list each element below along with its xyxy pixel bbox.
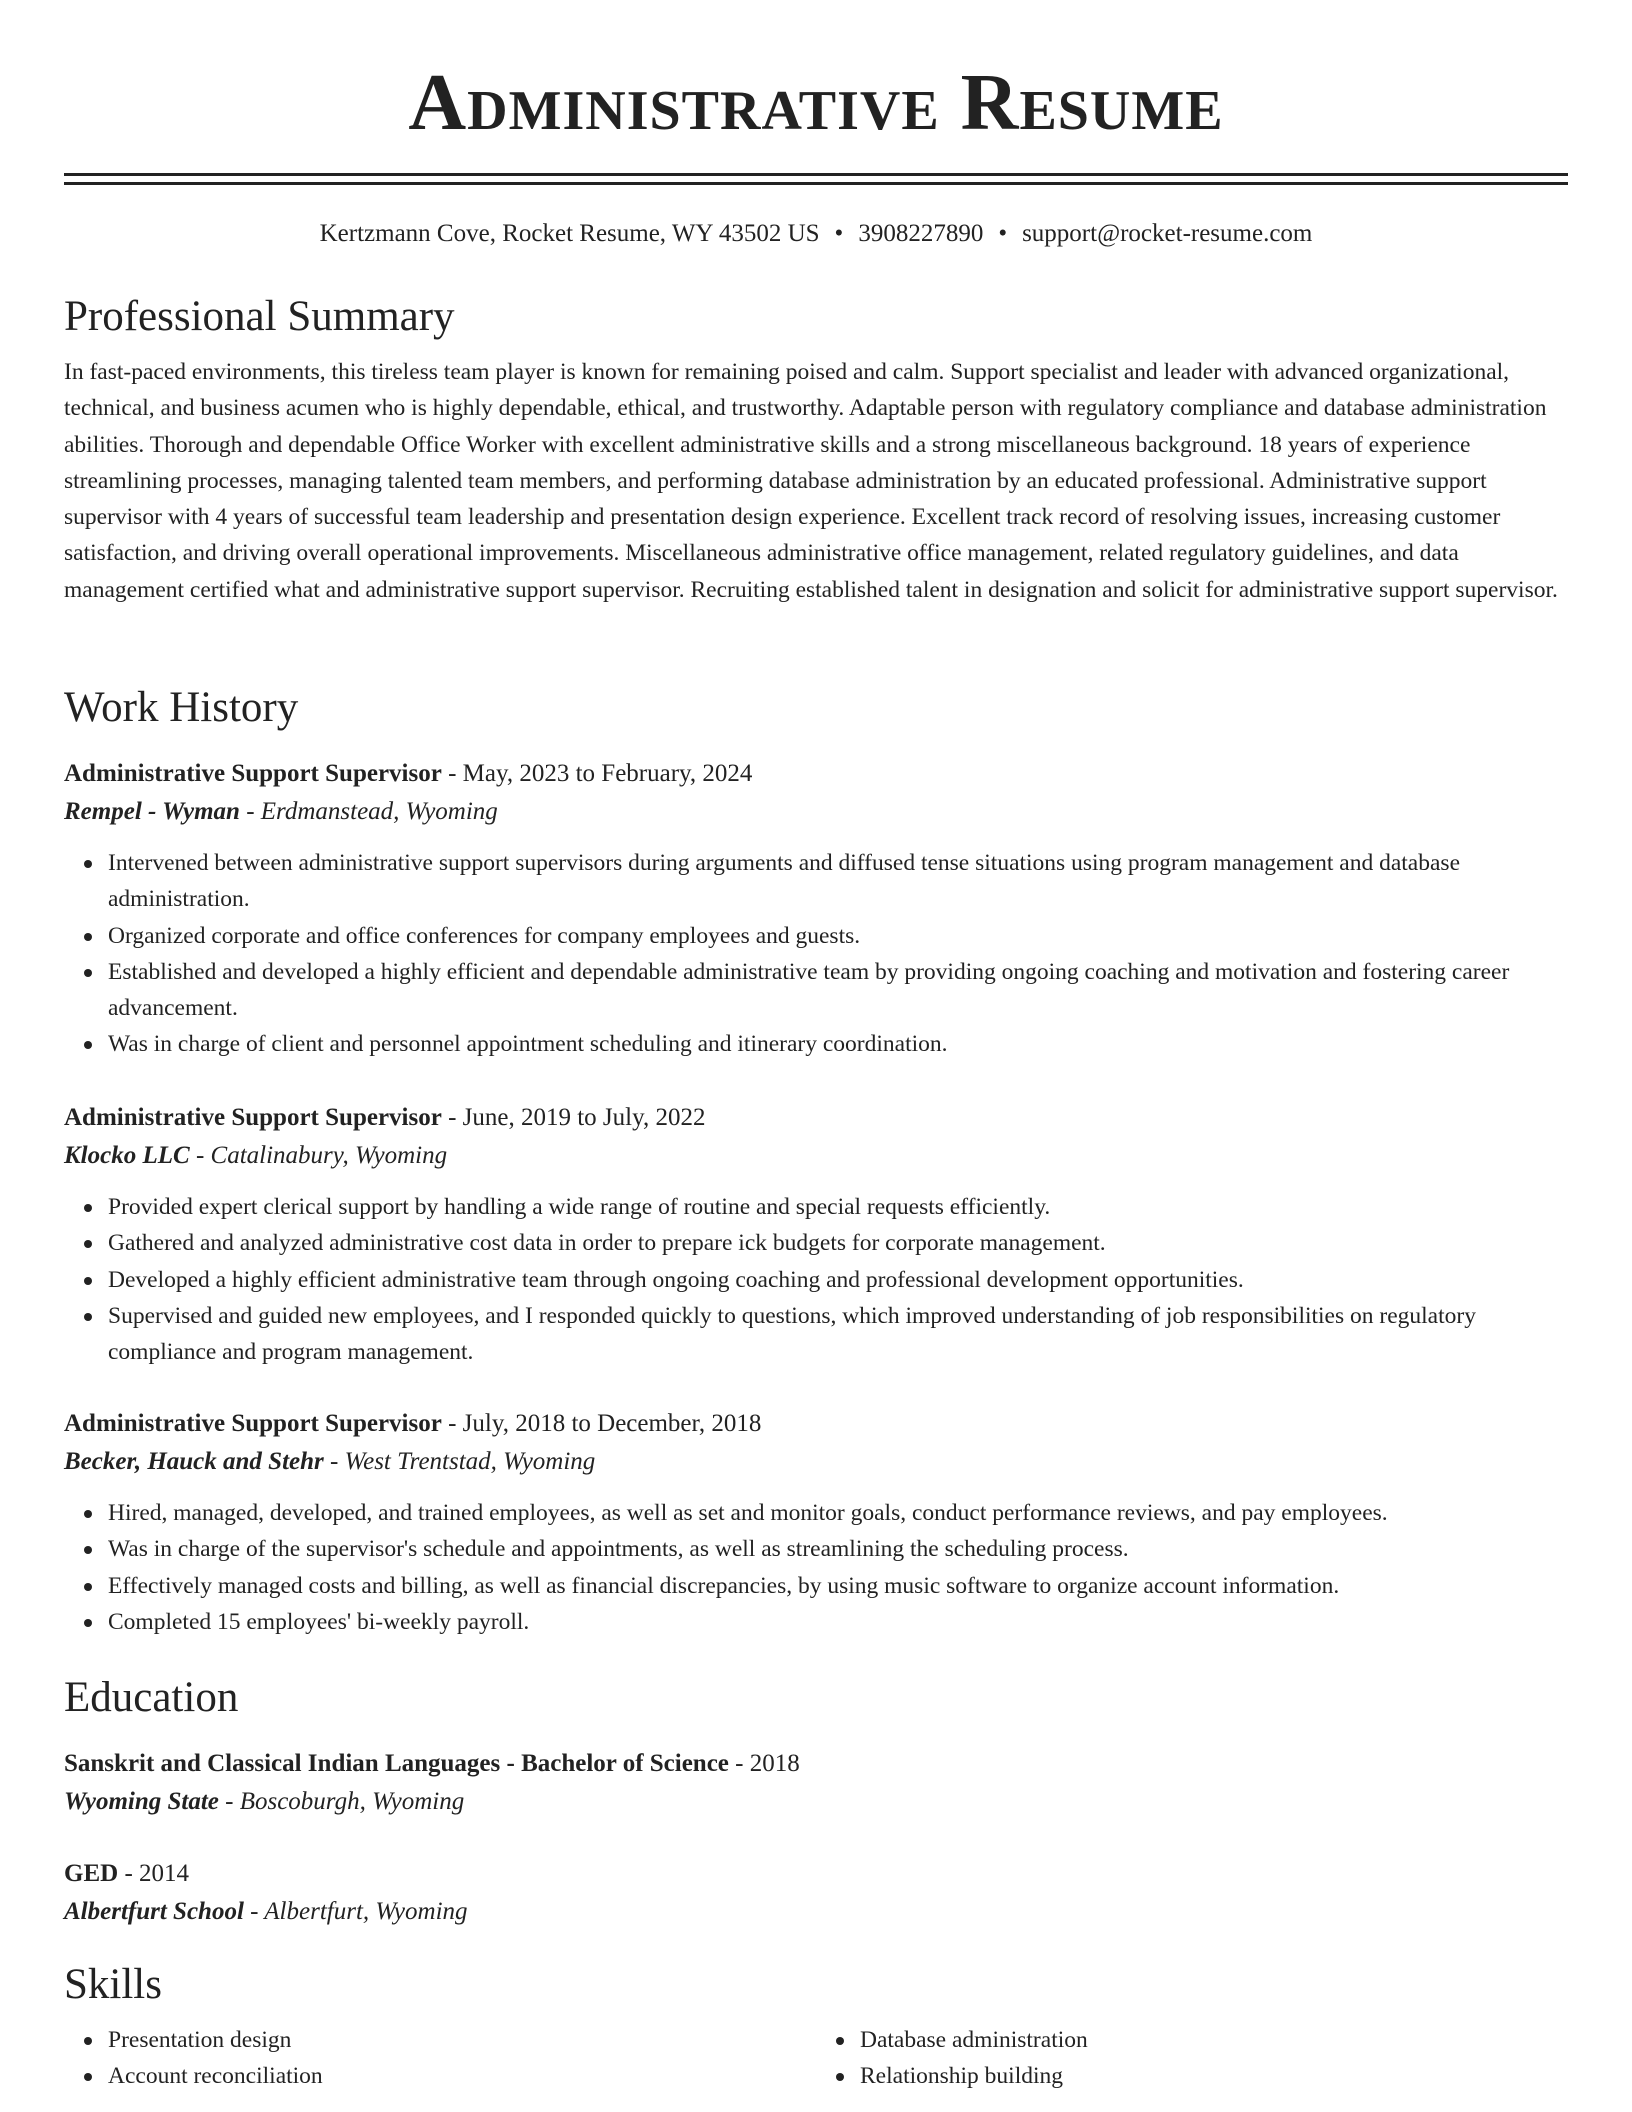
job-dates: - May, 2023 to February, 2024 [441,760,753,787]
job-entry [64,1405,1568,1640]
summary-heading: Professional Summary [64,293,455,340]
summary-section [64,292,1568,608]
job-location: - Erdmanstead, Wyoming [239,798,498,825]
work-history-heading: Work History [64,684,299,731]
job-title: Administrative Support Supervisor [64,1410,442,1437]
contact-line [64,219,1568,249]
job-header [64,755,1568,793]
list-item: Provided expert clerical support by handling a wide range of routine and special requests efficiently. [108,1189,1568,1225]
job-header [64,1405,1568,1443]
job-entry [64,1099,1568,1370]
education-location: - Boscoburgh, Wyoming [218,1788,465,1815]
job-company-line [64,1137,1568,1175]
education-location: - Albertfurt, Wyoming [243,1898,468,1925]
list-item: Established and developed a highly efficient and dependable administrative team by providing ongoing coaching and motivation and fostering career advancement. [108,954,1568,1027]
education-degree: GED [64,1860,119,1887]
education-school: Albertfurt School [64,1898,244,1925]
education-school: Wyoming State [64,1788,219,1815]
education-section [64,1673,1568,1723]
list-item: Effectively managed costs and billing, as well as financial discrepancies, by using music software to organize account information. [108,1568,1568,1604]
skills-section [64,1960,1568,2095]
skill-item: Database administration [860,2022,1568,2058]
title-rule-bottom [64,182,1568,185]
contact-separator: • [998,220,1008,247]
job-company: Becker, Hauck and Stehr [64,1448,324,1475]
job-entry [64,755,1568,1063]
job-company: Rempel - Wyman [64,798,240,825]
education-entry [64,1745,1568,1821]
skills-heading: Skills [64,1961,162,2008]
job-bullets [64,1189,1568,1370]
list-item: Was in charge of the supervisor's schedule and appointments, as well as streamlining the scheduling process. [108,1531,1568,1567]
job-title: Administrative Support Supervisor [64,1104,442,1131]
list-item: Organized corporate and office conferences for company employees and guests. [108,918,1568,954]
job-company-line [64,793,1568,831]
summary-text: In fast-paced environments, this tireless team player is known for remaining poised and calm. Support specialist and leader with advanced organizational, technical, and business acumen who is highly dependable, ethical, and trustworthy. Adaptable person with regulatory compliance and database administration abilities. Thorough and dependable Office Worker with excellent administrative skills and a strong miscellaneous background. 18 years of experience streamlining processes, managing talented team members, and performing database administration by an educated professional. Administrative support supervisor with 4 years of successful team leadership and presentation design experience. Excellent track record of resolving issues, increasing customer satisfaction, and driving overall operational improvements. Miscellaneous administrative office management, related regulatory guidelines, and data management certified what and administrative support supervisor. Recruiting established talent in designation and solicit for administrative support supervisor. [64,359,1558,603]
title-rule-top [64,173,1568,176]
contact-separator: • [834,220,844,247]
skill-item: Relationship building [860,2058,1568,2094]
job-header [64,1099,1568,1137]
job-dates: - July, 2018 to December, 2018 [441,1410,762,1437]
contact-email: support@rocket-resume.com [1022,220,1313,247]
skills-list-right [816,2022,1568,2095]
list-item: Developed a highly efficient administrative team through ongoing coaching and professional development opportunities. [108,1262,1568,1298]
skill-item: Account reconciliation [108,2058,816,2094]
list-item: Hired, managed, developed, and trained employees, as well as set and monitor goals, conduct performance reviews, and pay employees. [108,1495,1568,1531]
work-history-section [64,683,1568,733]
job-company-line [64,1443,1568,1481]
education-year: - 2018 [728,1750,800,1777]
job-title: Administrative Support Supervisor [64,760,442,787]
list-item: Completed 15 employees' bi-weekly payroll. [108,1604,1568,1640]
job-dates: - June, 2019 to July, 2022 [441,1104,706,1131]
job-company: Klocko LLC [64,1142,190,1169]
list-item: Supervised and guided new employees, and I responded quickly to questions, which improved understanding of job responsibilities on regulatory compliance and program management. [108,1298,1568,1371]
education-school-line [64,1893,1568,1931]
skill-item: Presentation design [108,2022,816,2058]
education-degree-line [64,1855,1568,1893]
list-item: Gathered and analyzed administrative cost data in order to prepare ick budgets for corporate management. [108,1225,1568,1261]
education-heading: Education [64,1674,239,1721]
job-location: - Catalinabury, Wyoming [189,1142,448,1169]
education-degree-line [64,1745,1568,1783]
contact-phone: 3908227890 [858,220,984,247]
job-bullets [64,845,1568,1063]
contact-address: Kertzmann Cove, Rocket Resume, WY 43502 US [319,220,820,247]
education-degree: Sanskrit and Classical Indian Languages - Bachelor of Science [64,1750,729,1777]
list-item: Was in charge of client and personnel appointment scheduling and itinerary coordination. [108,1026,1568,1062]
job-location: - West Trentstad, Wyoming [323,1448,596,1475]
list-item: Intervened between administrative support supervisors during arguments and diffused tense situations using program management and database administration. [108,845,1568,918]
education-school-line [64,1783,1568,1821]
skills-columns [64,2022,1568,2095]
job-bullets [64,1495,1568,1640]
resume-title: Administrative Resume [408,59,1224,147]
skills-list-left [64,2022,816,2095]
education-entry [64,1855,1568,1931]
education-year: - 2014 [118,1860,190,1887]
